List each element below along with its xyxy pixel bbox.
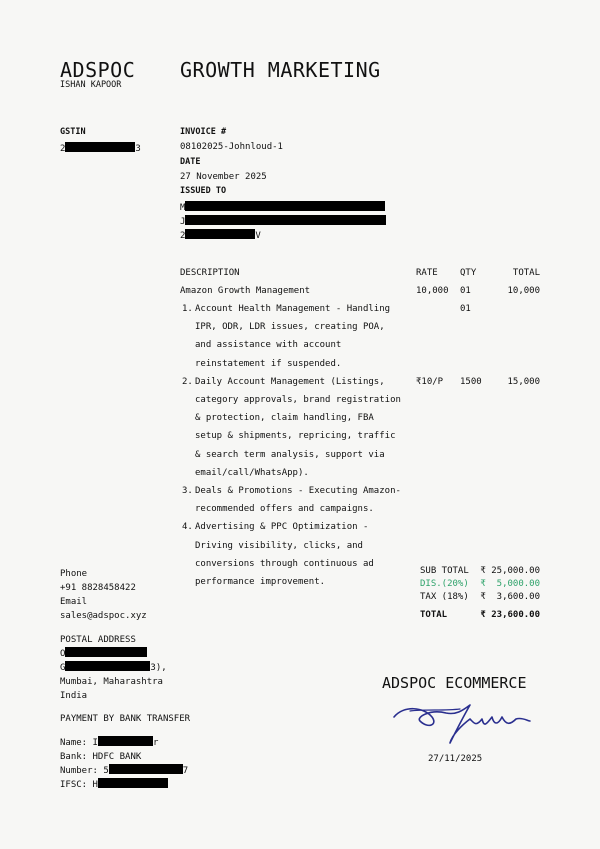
main-item-qty: 01	[460, 286, 471, 296]
postal-line-4: India	[60, 691, 88, 701]
postal-prefix: G	[60, 663, 66, 673]
item-number: 3.	[182, 486, 193, 496]
issued-suffix: V	[255, 231, 261, 241]
page-title: GROWTH MARKETING	[180, 58, 381, 82]
signature-image	[390, 695, 535, 747]
issued-line-1	[180, 201, 385, 213]
redaction-bar	[65, 142, 135, 152]
item-description-line: recommended offers and campaigns.	[195, 504, 374, 515]
postal-line-2	[60, 661, 167, 675]
issued-to-label: ISSUED TO	[180, 186, 227, 196]
redaction-bar	[185, 229, 255, 239]
col-total: TOTAL	[512, 268, 540, 278]
col-rate: RATE	[416, 268, 438, 278]
phone-label: Phone	[60, 569, 88, 579]
tax-label: TAX (18%)	[420, 592, 469, 602]
brand-name: ADSPOC	[60, 58, 136, 82]
redaction-bar	[185, 215, 386, 225]
account-number-label: Number: 5	[60, 766, 109, 776]
redaction-bar	[65, 661, 150, 671]
postal-label: POSTAL ADDRESS	[60, 635, 136, 645]
redaction-bar	[185, 201, 385, 211]
invoice-number-label: INVOICE #	[180, 127, 227, 137]
item-qty: 01	[460, 304, 471, 314]
item-number: 1.	[182, 304, 193, 314]
gstin-value	[60, 142, 141, 154]
subtotal-value: ₹ 25,000.00	[480, 566, 540, 576]
invoice-date: 27 November 2025	[180, 172, 267, 182]
item-description-line: & search term analysis, support via	[195, 449, 385, 460]
total-label: TOTAL	[420, 610, 448, 620]
discount-value: ₹ 5,000.00	[480, 579, 540, 589]
item-description-line: email/call/WhatsApp).	[195, 467, 309, 478]
signature-company: ADSPOC ECOMMERCE	[382, 674, 527, 692]
gstin-prefix: 2	[60, 144, 66, 154]
postal-suffix: 3),	[150, 663, 167, 673]
item-description-line: Advertising & PPC Optimization -	[195, 522, 369, 533]
main-item-rate: 10,000	[416, 286, 449, 296]
date-label: DATE	[180, 157, 201, 167]
redaction-bar	[98, 736, 153, 746]
gstin-label: GSTIN	[60, 127, 86, 137]
ifsc-label: IFSC: H	[60, 780, 98, 790]
item-description-line: Driving visibility, clicks, and	[195, 540, 363, 551]
issued-prefix: J	[180, 217, 186, 227]
subtotal-label: SUB TOTAL	[420, 566, 469, 576]
item-total: 15,000	[507, 376, 540, 387]
bank-name-suffix: r	[152, 738, 159, 748]
item-description-line: category approvals, brand registration	[195, 395, 401, 405]
item-description-line: reinstatement if suspended.	[195, 358, 342, 369]
item-description-line: performance improvement.	[195, 577, 326, 587]
postal-line-1	[60, 647, 147, 661]
bank-name-label: Name: I	[60, 738, 98, 748]
phone-value: +91 8828458422	[60, 583, 136, 593]
ifsc-line	[60, 778, 168, 792]
item-description-line: Account Health Management - Handling	[195, 304, 391, 314]
item-description-line: and assistance with account	[195, 340, 342, 351]
issued-line-2	[180, 215, 386, 227]
item-number: 4.	[182, 522, 193, 533]
discount-label: DIS.(20%)	[420, 579, 469, 589]
invoice-number: 08102025-Johnloud-1	[180, 142, 283, 152]
col-description: DESCRIPTION	[180, 268, 240, 278]
col-qty: QTY	[460, 268, 477, 278]
signature-date: 27/11/2025	[428, 754, 483, 764]
item-description-line: conversions through continuous ad	[195, 558, 374, 569]
bank-name-line	[60, 736, 158, 750]
bank-line: Bank: HDFC BANK	[60, 752, 142, 762]
item-description-line: Deals & Promotions - Executing Amazon-	[195, 486, 401, 496]
redaction-bar	[98, 778, 168, 788]
item-description-line: & protection, claim handling, FBA	[195, 413, 374, 424]
account-number-suffix: 7	[182, 766, 189, 776]
item-rate: ₹10/P	[416, 376, 444, 387]
account-number-line	[60, 764, 188, 778]
total-value: ₹ 23,600.00	[480, 610, 540, 620]
item-qty: 1500	[460, 376, 482, 387]
redaction-bar	[109, 764, 183, 774]
email-value: sales@adspoc.xyz	[60, 611, 147, 621]
item-number: 2.	[182, 376, 193, 387]
item-description-line: Daily Account Management (Listings,	[195, 376, 385, 387]
main-item-description: Amazon Growth Management	[180, 286, 311, 296]
main-item-total: 10,000	[507, 286, 540, 296]
bank-transfer-label: PAYMENT BY BANK TRANSFER	[60, 714, 191, 724]
issued-prefix: M	[180, 203, 186, 213]
postal-line-3: Mumbai, Maharashtra	[60, 677, 163, 687]
postal-prefix: O	[60, 649, 66, 659]
gstin-suffix: 3	[135, 144, 141, 154]
brand-person: ISHAN KAPOOR	[60, 80, 122, 90]
item-description-line: setup & shipments, repricing, traffic	[195, 431, 396, 442]
issued-line-3	[180, 229, 261, 241]
issued-prefix: 2	[180, 231, 186, 241]
item-description-line: IPR, ODR, LDR issues, creating POA,	[195, 322, 385, 333]
tax-value: ₹ 3,600.00	[480, 592, 540, 602]
redaction-bar	[65, 647, 147, 657]
email-label: Email	[60, 597, 88, 607]
